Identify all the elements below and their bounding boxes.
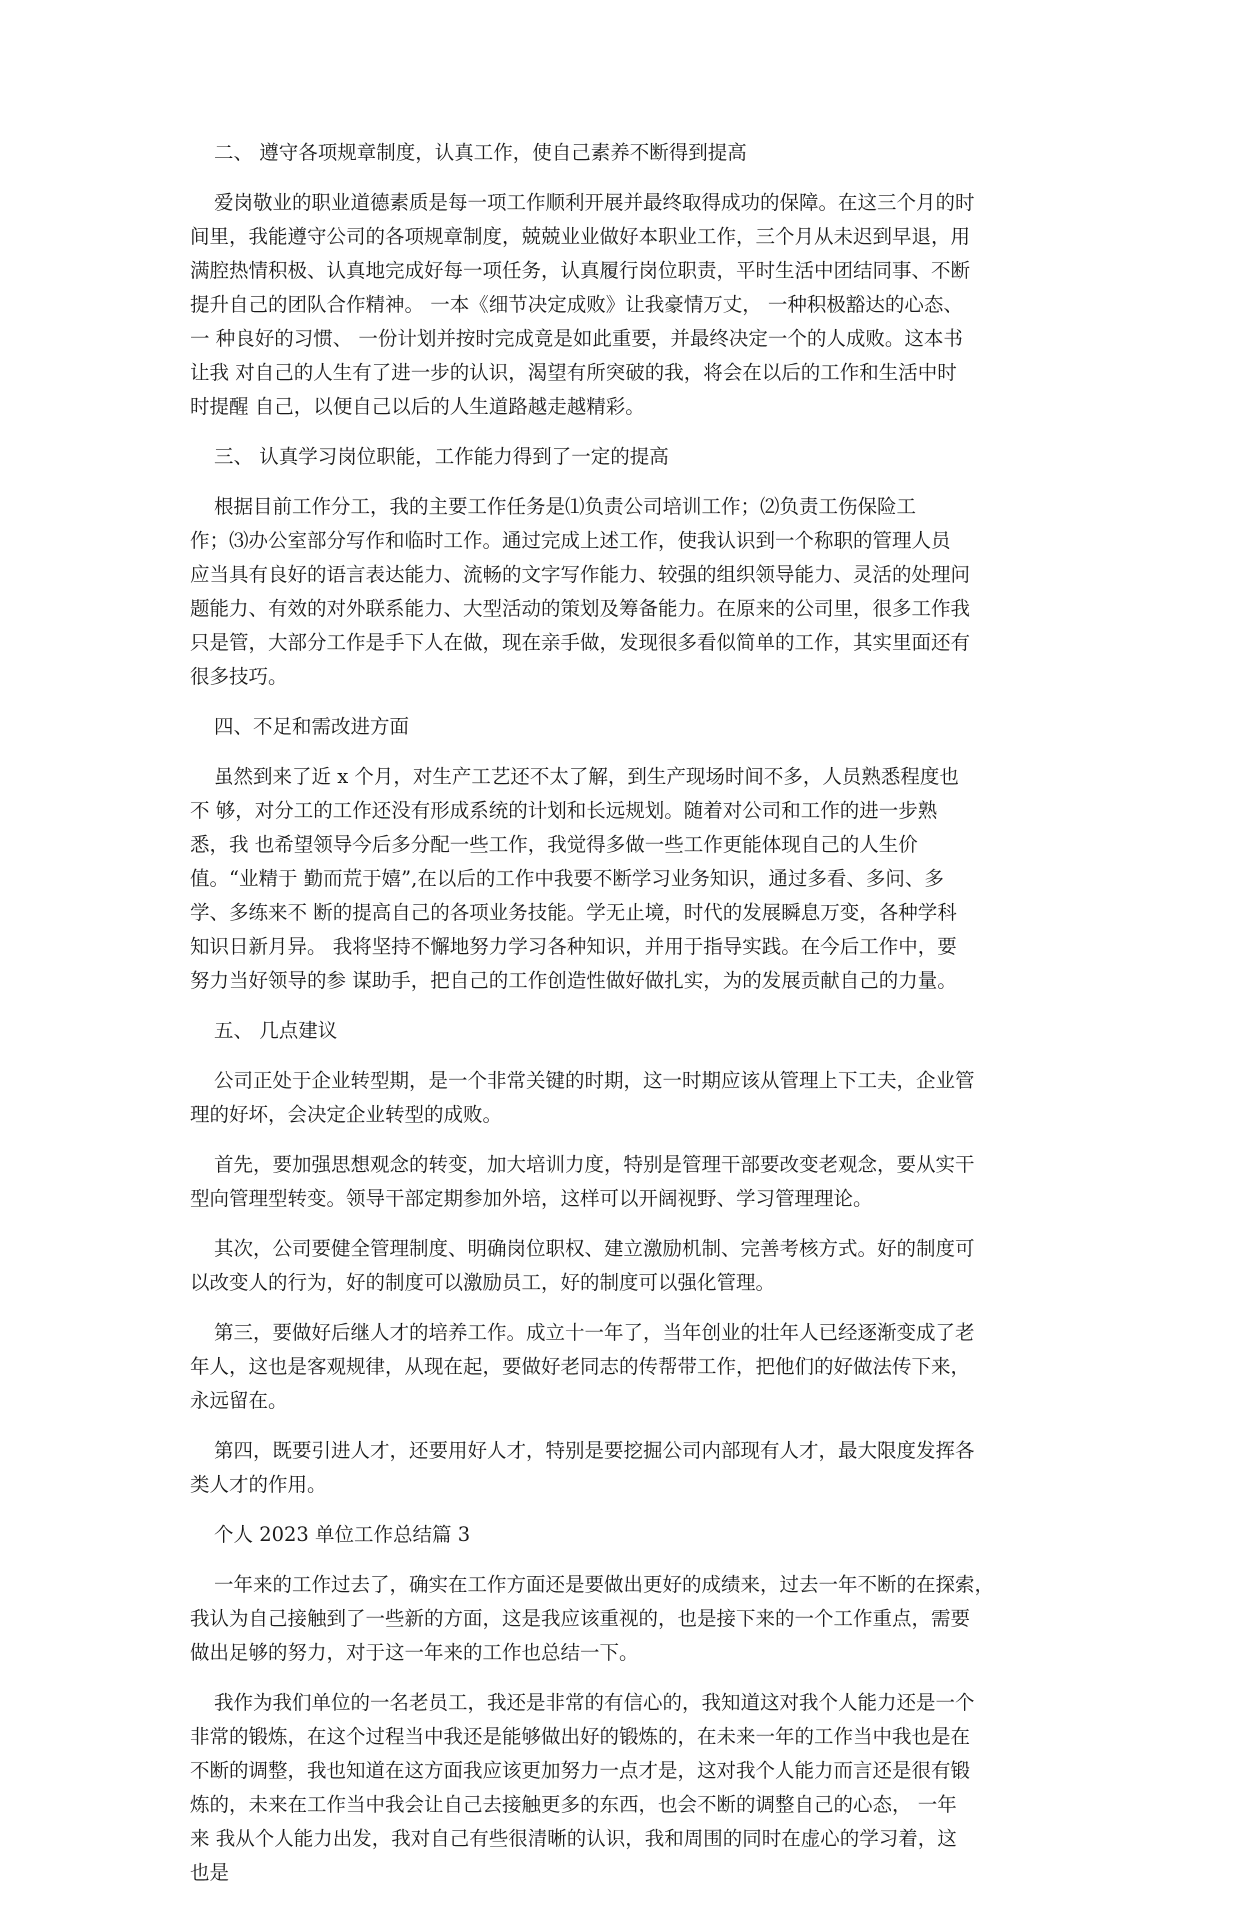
paragraph-line: 间里，我能遵守公司的各项规章制度，兢兢业业做好本职业工作，三个月从未迟到早退，用 bbox=[190, 225, 971, 248]
paragraph-line: 我作为我们单位的一名老员工，我还是非常的有信心的，我知道这对我个人能力还是一个 bbox=[214, 1691, 975, 1714]
paragraph-line: 也是 bbox=[190, 1861, 230, 1884]
paragraph-line: 炼的，未来在工作当中我会让自己去接触更多的东西，也会不断的调整自己的心态， 一年 bbox=[190, 1793, 957, 1816]
paragraph-line: 来 我从个人能力出发，我对自己有些很清晰的认识，我和周围的同时在虚心的学习着，这 bbox=[190, 1827, 957, 1850]
paragraph bbox=[190, 760, 1052, 998]
paragraph-line: 非常的锻炼，在这个过程当中我还是能够做出好的锻炼的，在未来一年的工作当中我也是在 bbox=[190, 1725, 971, 1748]
paragraph-line: 年人，这也是客观规律，从现在起，要做好老同志的传帮带工作，把他们的好做法传下来， bbox=[190, 1355, 971, 1378]
paragraph-line: 很多技巧。 bbox=[190, 665, 288, 688]
paragraph-line: 类人才的作用。 bbox=[190, 1473, 327, 1496]
paragraph-line: 提升自己的团队合作精神。 一本《细节决定成败》让我豪情万丈， 一种积极豁达的心态、 bbox=[190, 293, 963, 316]
paragraph-line: 时提醒 自己，以便自己以后的人生道路越走越精彩。 bbox=[190, 395, 645, 418]
section-heading: 三、 认真学习岗位职能，工作能力得到了一定的提高 bbox=[214, 445, 669, 468]
paragraph bbox=[190, 1568, 1052, 1670]
paragraph-line: 学、多练来不 断的提高自己的各项业务技能。学无止境，时代的发展瞬息万变，各种学科 bbox=[190, 901, 957, 924]
paragraph-line: 满腔热情积极、认真地完成好每一项任务，认真履行岗位职责，平时生活中团结同事、不断 bbox=[190, 259, 971, 282]
paragraph-line: 其次，公司要健全管理制度、明确岗位职权、建立激励机制、完善考核方式。好的制度可 bbox=[214, 1237, 975, 1260]
paragraph-line: 第四，既要引进人才，还要用好人才，特别是要挖掘公司内部现有人才，最大限度发挥各 bbox=[214, 1439, 975, 1462]
paragraph-line: 我认为自己接触到了一些新的方面，这是我应该重视的，也是接下来的一个工作重点，需要 bbox=[190, 1607, 971, 1630]
paragraph-line: 公司正处于企业转型期，是一个非常关键的时期，这一时期应该从管理上下工夫，企业管 bbox=[214, 1069, 975, 1092]
paragraph bbox=[190, 1316, 1052, 1418]
section-heading: 二、 遵守各项规章制度，认真工作，使自己素养不断得到提高 bbox=[214, 141, 747, 164]
paragraph-line: 首先，要加强思想观念的转变，加大培训力度，特别是管理干部要改变老观念，要从实干 bbox=[214, 1153, 975, 1176]
paragraph-line: 以改变人的行为，好的制度可以激励员工，好的制度可以强化管理。 bbox=[190, 1271, 776, 1294]
paragraph-line: 根据目前工作分工，我的主要工作任务是⑴负责公司培训工作；⑵负责工伤保险工 bbox=[214, 495, 917, 518]
paragraph bbox=[190, 1232, 1052, 1300]
paragraph-line: 第三，要做好后继人才的培养工作。成立十一年了，当年创业的壮年人已经逐渐变成了老 bbox=[214, 1321, 975, 1344]
paragraph-line: 虽然到来了近 x 个月，对生产工艺还不太了解，到生产现场时间不多，人员熟悉程度也 bbox=[214, 765, 959, 788]
paragraph-line: 一年来的工作过去了，确实在工作方面还是要做出更好的成绩来，过去一年不断的在探索， bbox=[214, 1573, 995, 1596]
paragraph bbox=[190, 1434, 1052, 1502]
paragraph bbox=[190, 186, 1052, 424]
paragraph bbox=[190, 1064, 1052, 1132]
paragraph-line: 应当具有良好的语言表达能力、流畅的文字写作能力、较强的组织领导能力、灵活的处理问 bbox=[190, 563, 971, 586]
paragraph-line: 努力当好领导的参 谋助手，把自己的工作创造性做好做扎实，为的发展贡献自己的力量。 bbox=[190, 969, 957, 992]
paragraph-line: 悉，我 也希望领导今后多分配一些工作，我觉得多做一些工作更能体现自己的人生价 bbox=[190, 833, 918, 856]
paragraph-line: 让我 对自己的人生有了进一步的认识，渴望有所突破的我，将会在以后的工作和生活中时 bbox=[190, 361, 957, 384]
paragraph-line: 一 种良好的习惯、 一份计划并按时完成竟是如此重要，并最终决定一个的人成败。这本书 bbox=[190, 327, 963, 350]
paragraph-line: 型向管理型转变。领导干部定期参加外培，这样可以开阔视野、学习管理理论。 bbox=[190, 1187, 873, 1210]
paragraph-line: 做出足够的努力，对于这一年来的工作也总结一下。 bbox=[190, 1641, 639, 1664]
paragraph bbox=[190, 1686, 1052, 1890]
paragraph-line: 作；⑶办公室部分写作和临时工作。通过完成上述工作，使我认识到一个称职的管理人员 bbox=[190, 529, 951, 552]
paragraph-line: 理的好坏，会决定企业转型的成败。 bbox=[190, 1103, 503, 1126]
paragraph bbox=[190, 490, 1052, 694]
section-heading: 五、 几点建议 bbox=[214, 1019, 338, 1042]
paragraph-line: 只是管，大部分工作是手下人在做，现在亲手做，发现很多看似简单的工作，其实里面还有 bbox=[190, 631, 971, 654]
paragraph-line: 不 够，对分工的工作还没有形成系统的计划和长远规划。随着对公司和工作的进一步熟 bbox=[190, 799, 938, 822]
paragraph-line: 题能力、有效的对外联系能力、大型活动的策划及筹备能力。在原来的公司里，很多工作我 bbox=[190, 597, 971, 620]
paragraph-line: 永远留在。 bbox=[190, 1389, 288, 1412]
document-body bbox=[190, 136, 1052, 1906]
paragraph-line: 爱岗敬业的职业道德素质是每一项工作顺利开展并最终取得成功的保障。在这三个月的时 bbox=[214, 191, 975, 214]
paragraph-line: 值。“业精于 勤而荒于嬉”,在以后的工作中我要不断学习业务知识，通过多看、多问、多 bbox=[190, 867, 944, 890]
section-heading: 四、不足和需改进方面 bbox=[214, 715, 410, 738]
paragraph-line: 不断的调整，我也知道在这方面我应该更加努力一点才是，这对我个人能力而言还是很有锻 bbox=[190, 1759, 971, 1782]
section-heading: 个人 2023 单位工作总结篇 3 bbox=[214, 1523, 471, 1546]
paragraph bbox=[190, 1148, 1052, 1216]
paragraph-line: 知识日新月异。 我将坚持不懈地努力学习各种知识，并用于指导实践。在今后工作中，要 bbox=[190, 935, 957, 958]
